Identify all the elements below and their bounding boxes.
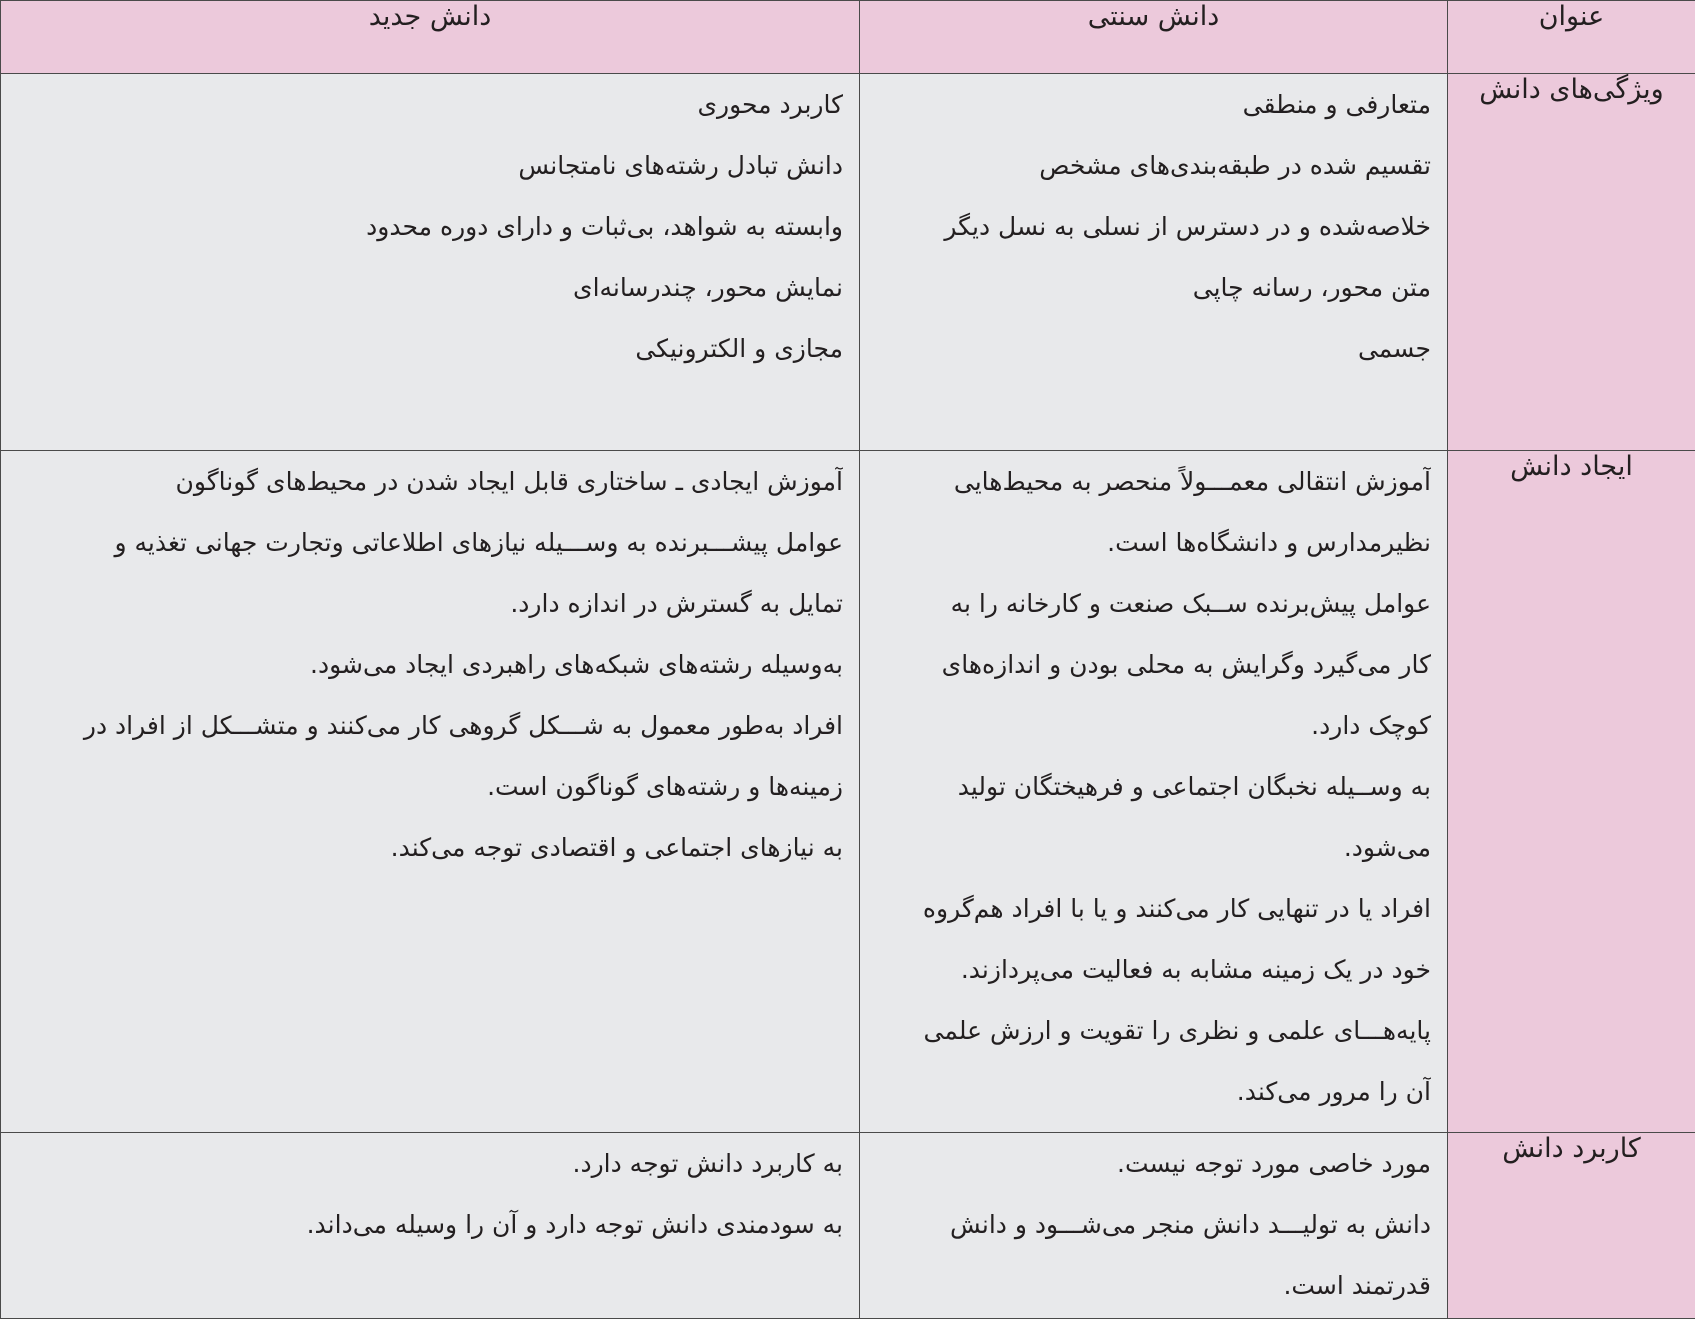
cell-line: تمایل به گسترش در اندازه دارد. bbox=[17, 573, 843, 634]
cell-line: پایه‌هـــای علمی و نظری را تقویت و ارزش علمی bbox=[876, 1000, 1431, 1061]
cell-line: دانش به تولیـــد دانش منجر می‌شـــود و دانش bbox=[876, 1194, 1431, 1255]
cell-line: قدرتمند است. bbox=[876, 1255, 1431, 1316]
cell-line: جسمی bbox=[876, 318, 1431, 379]
traditional-cell bbox=[860, 74, 1448, 451]
row-title: ویژگی‌های دانش bbox=[1448, 74, 1695, 451]
cell-line: دانش تبادل رشته‌های نامتجانس bbox=[17, 135, 843, 196]
header-traditional-col: دانش سنتی bbox=[860, 1, 1448, 74]
cell-line: کوچک دارد. bbox=[876, 695, 1431, 756]
cell-line: افراد به‌طور معمول به شـــکل گروهی کار می‌کنند و متشـــکل از افراد در bbox=[17, 695, 843, 756]
table-row bbox=[1, 1133, 1695, 1319]
header-row bbox=[1, 1, 1695, 74]
cell-line: خلاصه‌شده و در دسترس از نسلی به نسل دیگر bbox=[876, 196, 1431, 257]
header-title-col: عنوان bbox=[1448, 1, 1695, 74]
cell-line: متن محور، رسانه چاپی bbox=[876, 257, 1431, 318]
new-cell bbox=[1, 451, 860, 1133]
cell-line: آموزش انتقالی معمـــولاً منحصر به محیط‌هایی bbox=[876, 451, 1431, 512]
cell-line: کاربرد محوری bbox=[17, 74, 843, 135]
cell-line: به کاربرد دانش توجه دارد. bbox=[17, 1133, 843, 1194]
cell-line: متعارفی و منطقی bbox=[876, 74, 1431, 135]
row-title: کاربرد دانش bbox=[1448, 1133, 1695, 1319]
traditional-cell bbox=[860, 1133, 1448, 1319]
new-cell bbox=[1, 74, 860, 451]
cell-line: به سودمندی دانش توجه دارد و آن را وسیله می‌داند. bbox=[17, 1194, 843, 1255]
traditional-cell bbox=[860, 451, 1448, 1133]
cell-line: وابسته به شواهد، بی‌ثبات و دارای دوره محدود bbox=[17, 196, 843, 257]
cell-line: عوامل پیشـــبرنده به وســـیله نیازهای اطلاعاتی وتجارت جهانی تغذیه و bbox=[17, 512, 843, 573]
table-row bbox=[1, 74, 1695, 451]
cell-line: زمینه‌ها و رشته‌های گوناگون است. bbox=[17, 756, 843, 817]
cell-line: مورد خاصی مورد توجه نیست. bbox=[876, 1133, 1431, 1194]
cell-line: آموزش ایجادی ـ ساختاری قابل ایجاد شدن در محیط‌های گوناگون bbox=[17, 451, 843, 512]
cell-line: نظیرمدارس و دانشگاه‌ها است. bbox=[876, 512, 1431, 573]
cell-line: تقسیم شده در طبقه‌بندی‌های مشخص bbox=[876, 135, 1431, 196]
cell-line: نمایش محور، چندرسانه‌ای bbox=[17, 257, 843, 318]
cell-line: خود در یک زمینه مشابه به فعالیت می‌پردازند. bbox=[876, 939, 1431, 1000]
cell-line: کار می‌گیرد وگرایش به محلی بودن و اندازه‌های bbox=[876, 634, 1431, 695]
cell-line: به‌وسیله رشته‌های شبکه‌های راهبردی ایجاد می‌شود. bbox=[17, 634, 843, 695]
row-title: ایجاد دانش bbox=[1448, 451, 1695, 1133]
header-new-col: دانش جدید bbox=[1, 1, 860, 74]
cell-line: به نیازهای اجتماعی و اقتصادی توجه می‌کند. bbox=[17, 817, 843, 878]
cell-line: افراد یا در تنهایی کار می‌کنند و یا با افراد هم‌گروه bbox=[876, 878, 1431, 939]
cell-line: می‌شود. bbox=[876, 817, 1431, 878]
cell-line: به وســیله نخبگان اجتماعی و فرهیختگان تولید bbox=[876, 756, 1431, 817]
table-row bbox=[1, 451, 1695, 1133]
cell-line: عوامل پیش‌برنده ســبک صنعت و کارخانه را به bbox=[876, 573, 1431, 634]
new-cell bbox=[1, 1133, 860, 1319]
cell-line: آن را مرور می‌کند. bbox=[876, 1061, 1431, 1122]
cell-line: مجازی و الکترونیکی bbox=[17, 318, 843, 379]
